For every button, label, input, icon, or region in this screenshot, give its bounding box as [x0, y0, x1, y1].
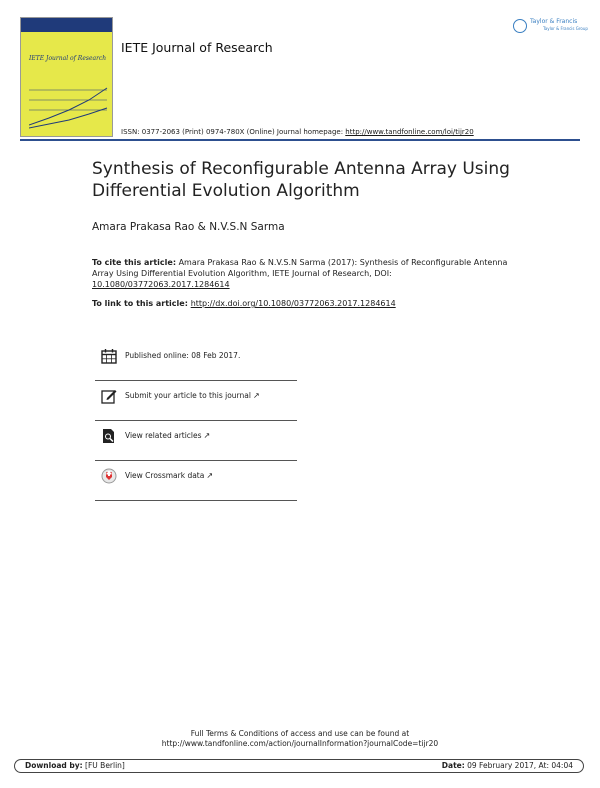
- calendar-icon: [101, 348, 117, 364]
- journal-title: IETE Journal of Research: [121, 40, 273, 55]
- download-date: [442, 760, 573, 772]
- article-link-label: To link to this article:: [92, 299, 191, 308]
- article-doi-link[interactable]: http://dx.doi.org/10.1080/03772063.2017.1284614: [190, 299, 396, 308]
- article-title: Synthesis of Reconfigurable Antenna Array Using Differential Evolution Algorithm: [92, 159, 510, 201]
- downloaded-by: [25, 760, 125, 772]
- citation-doi-link[interactable]: 10.1080/03772063.2017.1284614: [92, 280, 230, 289]
- external-link-icon: ↗: [252, 391, 260, 400]
- header-divider: [20, 139, 580, 141]
- citation-text: Amara Prakasa Rao & N.V.S.N Sarma (2017): Synthesis of Reconfigurable Antenna Array Using Differential Evolution Algorithm, IETE Journal of Research, DOI:: [92, 258, 508, 278]
- published-online-label: Published online: 08 Feb 2017.: [125, 351, 241, 360]
- search-document-icon: [101, 428, 117, 444]
- publisher-logo-subtext: Taylor & Francis Group: [543, 26, 588, 31]
- article-authors: Amara Prakasa Rao & N.V.S.N Sarma: [92, 221, 285, 233]
- crossmark-row[interactable]: [95, 461, 297, 501]
- submit-article-label: Submit your article to this journal: [125, 391, 251, 400]
- publisher-logo-text: Taylor & Francis: [530, 18, 578, 25]
- terms-footer: [0, 729, 600, 749]
- cover-graphic-icon: [29, 80, 109, 130]
- issn-line: [121, 128, 474, 136]
- article-link-line: [92, 299, 396, 308]
- crossmark-label: View Crossmark data: [125, 471, 205, 480]
- downloaded-by-value: [FU Berlin]: [82, 761, 125, 770]
- related-articles-label: View related articles: [125, 431, 202, 440]
- external-link-icon: ↗: [203, 431, 211, 440]
- external-link-icon: ↗: [206, 471, 214, 480]
- related-articles-link[interactable]: [125, 431, 210, 440]
- download-date-label: Date:: [441, 761, 465, 770]
- journal-cover-image[interactable]: [20, 17, 113, 137]
- terms-link[interactable]: http://www.tandfonline.com/action/journalInformation?journalCode=tijr20: [161, 739, 439, 748]
- published-online-row: [95, 341, 297, 381]
- related-articles-row[interactable]: [95, 421, 297, 461]
- submit-article-row[interactable]: [95, 381, 297, 421]
- journal-homepage-link[interactable]: http://www.tandfonline.com/loi/tijr20: [345, 128, 474, 136]
- publisher-logo-icon: [513, 19, 527, 33]
- crossmark-icon: [101, 468, 117, 484]
- cover-band: [21, 18, 112, 32]
- submit-article-link[interactable]: [125, 391, 260, 400]
- cover-title: IETE Journal of Research: [29, 55, 107, 62]
- citation-block: [92, 257, 512, 290]
- citation-label: To cite this article:: [92, 258, 177, 267]
- crossmark-link[interactable]: [125, 471, 213, 480]
- article-actions: [95, 341, 297, 501]
- issn-text: ISSN: 0377-2063 (Print) 0974-780X (Online) Journal homepage:: [121, 128, 346, 136]
- downloaded-by-label: Download by:: [25, 761, 83, 770]
- download-date-value: 09 February 2017, At: 04:04: [464, 761, 573, 770]
- edit-icon: [101, 388, 117, 404]
- terms-line-1: Full Terms & Conditions of access and use can be found at: [190, 729, 410, 738]
- download-info-bar: [14, 759, 584, 773]
- publisher-logo: [513, 17, 588, 35]
